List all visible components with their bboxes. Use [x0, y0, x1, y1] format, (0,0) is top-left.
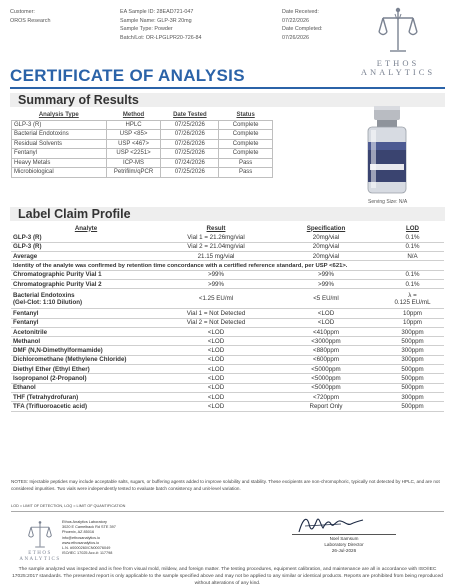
lod-cell: 0.1%	[381, 270, 444, 279]
summary-cell: 07/24/2026	[161, 158, 219, 168]
lod-cell: 500ppm	[381, 383, 444, 392]
customer-value: OROS Research	[10, 17, 51, 24]
result-cell: Vial 2 = 21.04mg/vial	[161, 242, 271, 251]
spec-cell: >99%	[271, 279, 381, 288]
customer-label: Customer:	[10, 9, 35, 15]
table-row	[12, 130, 273, 140]
analyte-cell: Fentanyl	[11, 318, 161, 327]
lod-cell: 10ppm	[381, 309, 444, 318]
summary-col-status: Status	[236, 112, 255, 119]
label-claim-heading: Label Claim Profile	[18, 207, 131, 221]
logo-text-analytics: ANALYTICS	[360, 67, 436, 77]
summary-col-method: Method	[122, 112, 145, 119]
result-cell: <LOD	[161, 337, 271, 346]
address-line: L.N. #0000260/CN00076049	[62, 546, 111, 551]
spec-cell: <600ppm	[271, 355, 381, 364]
result-cell: Vial 2 = Not Detected	[161, 318, 271, 327]
analyte-cell: Ethanol	[11, 383, 161, 392]
table-row	[11, 402, 444, 411]
ethos-logo	[352, 6, 444, 86]
table-row	[11, 365, 444, 374]
summary-cell: Pass	[219, 168, 273, 178]
endotoxin-lod-lambda: λ =	[408, 291, 417, 299]
table-row	[11, 242, 444, 251]
analyte-cell	[11, 289, 161, 309]
result-cell: >99%	[161, 279, 271, 288]
address-line: 3020 E Camelback Rd STE 397	[62, 525, 116, 530]
analyte-cell: Methanol	[11, 337, 161, 346]
lod-cell: N/A	[381, 252, 444, 261]
table-row	[11, 374, 444, 383]
summary-cell: USP <467>	[106, 139, 161, 149]
title-divider	[10, 87, 445, 89]
table-row	[11, 270, 444, 279]
result-cell: <LOD	[161, 374, 271, 383]
summary-cell: GLP-3 (R)	[12, 120, 107, 130]
lod-cell: 0.1%	[381, 242, 444, 251]
footer-divider	[11, 511, 444, 512]
summary-cell: 07/26/2026	[161, 130, 219, 140]
lod-cell: 300ppm	[381, 346, 444, 355]
table-row	[12, 139, 273, 149]
ea-sample-id: EA Sample ID: 28EAD721-047	[120, 9, 194, 15]
spec-cell: <LOD	[271, 309, 381, 318]
analyte-cell: GLP-3 (R)	[11, 242, 161, 251]
table-row	[12, 149, 273, 159]
sample-name: Sample Name: GLP-3R 20mg	[120, 17, 192, 24]
summary-heading: Summary of Results	[18, 93, 139, 107]
date-completed: 07/26/2026	[282, 34, 309, 41]
endotoxin-name: Bacterial Endotoxins	[13, 291, 75, 299]
table-row	[11, 337, 444, 346]
result-cell: >99%	[161, 270, 271, 279]
signer-name: Noel Samsum	[329, 536, 359, 541]
spec-cell: <5 EU/ml	[271, 289, 381, 309]
footer-logo-text-ethos: ETHOS	[28, 551, 52, 556]
summary-cell: 07/25/2026	[161, 149, 219, 159]
lod-cell: 10ppm	[381, 318, 444, 327]
date-completed-label: Date Completed:	[282, 26, 323, 33]
summary-cell: Complete	[219, 120, 273, 130]
identity-note: Identity of the analyte was confirmed by retention time concordance with a certified reference standard, per USP <621>.	[11, 261, 444, 270]
table-row	[11, 279, 444, 288]
summary-cell: Petrifilm/qPCR	[106, 168, 161, 178]
summary-cell: USP <2251>	[106, 149, 161, 159]
summary-cell: Complete	[219, 139, 273, 149]
summary-cell: Pass	[219, 158, 273, 168]
summary-cell: HPLC	[106, 120, 161, 130]
table-row	[12, 120, 273, 130]
spec-cell: <410ppm	[271, 327, 381, 336]
signer-title: Laboratory Director	[324, 542, 364, 547]
analyte-cell: Isopropanol (2-Propanol)	[11, 374, 161, 383]
product-vial-image	[360, 104, 414, 196]
summary-cell: Microbiological	[12, 168, 107, 178]
analyte-cell: DMF (N,N-Dimethylformamide)	[11, 346, 161, 355]
summary-cell: Fentanyl	[12, 149, 107, 159]
result-cell: <LOD	[161, 327, 271, 336]
lod-cell: 300ppm	[381, 327, 444, 336]
lod-cell	[381, 289, 444, 309]
address-line: ISO/IEC 17025 Acc.#: 117798	[62, 551, 113, 556]
sample-block	[120, 8, 202, 42]
label-claim-table	[11, 223, 444, 412]
lod-cell: 500ppm	[381, 374, 444, 383]
table-row	[11, 261, 444, 270]
table-row	[11, 289, 444, 309]
summary-table	[11, 111, 273, 178]
address-line: info@ethosanalytics.io	[62, 535, 101, 540]
lab-col-analyte: Analyte	[74, 224, 98, 232]
table-row	[11, 355, 444, 364]
spec-cell: <5000ppm	[271, 374, 381, 383]
summary-cell: 07/25/2026	[161, 120, 219, 130]
table-row	[11, 309, 444, 318]
result-cell: Vial 1 = 21.26mg/vial	[161, 233, 271, 242]
spec-cell: >99%	[271, 270, 381, 279]
lod-loq-legend: LOD = LIMIT OF DETECTION, LOQ = LIMIT OF QUANTIFICATION	[11, 504, 126, 508]
scales-of-justice-icon	[378, 6, 418, 56]
date-received: 07/22/2026	[282, 17, 309, 24]
table-row	[11, 318, 444, 327]
sample-type: Sample Type: Powder	[120, 26, 173, 33]
disclaimer-text: The sample analyzed was inspected and is free from visual mold, mildew, and foreign matter. The testing procedures, equipment calibration, and maintenance are all in accordance with ISO/IEC 17025:2017 standards. The presented report is only applicable to the sample specified above and may not be applied to any similar or identical products. Reports are prohibited from being reproduced without alterations of any kind.	[12, 567, 443, 586]
page-title: CERTIFICATE OF ANALYSIS	[10, 66, 245, 85]
endotoxin-method: (Gel-Clot: 1:10 Dilution)	[13, 298, 83, 306]
signer-date: 26-Jul-2026	[331, 548, 357, 553]
lod-cell: 500ppm	[381, 337, 444, 346]
table-row	[12, 168, 273, 178]
lod-cell: 500ppm	[381, 365, 444, 374]
table-row	[11, 383, 444, 392]
table-row	[12, 158, 273, 168]
batch-lot: Batch/Lot: OR-LPGLPR20-726-84	[120, 34, 202, 41]
lod-cell: 0.1%	[381, 279, 444, 288]
summary-cell: 07/26/2026	[161, 139, 219, 149]
result-cell: <LOD	[161, 392, 271, 401]
spec-cell: <880ppm	[271, 346, 381, 355]
dates-block	[282, 8, 322, 42]
summary-cell: ICP-MS	[106, 158, 161, 168]
analyte-cell: Acetonitrile	[11, 327, 161, 336]
summary-cell: Residual Solvents	[12, 139, 107, 149]
result-cell: <LOD	[161, 346, 271, 355]
notes-text: NOTES: Injectable peptides may include acceptable salts, sugars, or buffering agents added to improve solubility and stability. These excipients are non-chromophoric, typically not detected by HPLC, and are not considered impurities. Two vials were independently tested to evaluate batch consistency and unit-level variation.	[11, 479, 440, 491]
table-row	[11, 252, 444, 261]
address-line: Phoenix, AZ 85016	[62, 530, 95, 535]
spec-cell: <720ppm	[271, 392, 381, 401]
lod-cell: 300ppm	[381, 392, 444, 401]
summary-cell: Heavy Metals	[12, 158, 107, 168]
lod-cell: 500ppm	[381, 402, 444, 411]
analyte-cell: Diethyl Ether (Ethyl Ether)	[11, 365, 161, 374]
result-cell: <LOD	[161, 355, 271, 364]
analyte-cell: THF (Tetrahydrofuran)	[11, 392, 161, 401]
lod-cell: 300ppm	[381, 355, 444, 364]
analyte-cell: Dichloromethane (Methylene Chloride)	[11, 355, 161, 364]
summary-cell: 07/25/2026	[161, 168, 219, 178]
spec-cell: 20mg/vial	[271, 242, 381, 251]
spec-cell: <5000ppm	[271, 365, 381, 374]
spec-cell: Report Only	[271, 402, 381, 411]
spec-cell: <3000ppm	[271, 337, 381, 346]
footer-logo	[12, 520, 68, 560]
date-received-label: Date Received:	[282, 9, 319, 15]
endotoxin-lod-value: 0.125 EU/mL	[394, 298, 431, 306]
table-row	[11, 346, 444, 355]
spec-cell: <5000ppm	[271, 383, 381, 392]
customer-block	[10, 8, 50, 25]
analyte-cell: TFA (Trifluoroacetic acid)	[11, 402, 161, 411]
analyte-cell: Fentanyl	[11, 309, 161, 318]
result-cell: <LOD	[161, 365, 271, 374]
signer-block	[292, 536, 396, 554]
summary-cell: Complete	[219, 130, 273, 140]
summary-cell: USP <85>	[106, 130, 161, 140]
lod-cell: 0.1%	[381, 233, 444, 242]
result-cell: Vial 1 = Not Detected	[161, 309, 271, 318]
summary-cell: Complete	[219, 149, 273, 159]
summary-col-analysis-type: Analysis Type	[38, 112, 79, 119]
scales-of-justice-icon	[28, 520, 52, 550]
lab-col-result: Result	[206, 224, 226, 232]
table-row	[11, 327, 444, 336]
signature	[295, 512, 365, 536]
result-cell: 21.15 mg/vial	[161, 252, 271, 261]
analyte-cell: Average	[11, 252, 161, 261]
spec-cell: 20mg/vial	[271, 252, 381, 261]
analyte-cell: Chromatographic Purity Vial 1	[11, 270, 161, 279]
serving-size: Serving Size: N/A	[368, 199, 408, 205]
result-cell: <LOD	[161, 402, 271, 411]
signature-line	[292, 534, 396, 535]
lab-col-lod: LOD	[405, 224, 420, 232]
analyte-cell: GLP-3 (R)	[11, 233, 161, 242]
logo-text-ethos: ETHOS	[376, 58, 420, 68]
table-row	[11, 392, 444, 401]
address-line: www.ethosanalytics.io	[62, 540, 100, 545]
analyte-cell: Chromatographic Purity Vial 2	[11, 279, 161, 288]
vial-illustration	[360, 104, 414, 196]
lab-address	[62, 520, 116, 556]
lab-col-specification: Specification	[306, 224, 346, 232]
summary-col-date-tested: Date Tested	[173, 112, 207, 119]
result-cell: <LOD	[161, 383, 271, 392]
summary-cell: Bacterial Endotoxins	[12, 130, 107, 140]
spec-cell: <LOD	[271, 318, 381, 327]
handwritten-signature	[295, 512, 365, 536]
spec-cell: 20mg/vial	[271, 233, 381, 242]
table-row	[11, 233, 444, 242]
result-cell: <1.25 EU/ml	[161, 289, 271, 309]
footer-logo-text-analytics: ANALYTICS	[19, 557, 61, 562]
address-line: Ethos Analytics Laboratory	[62, 520, 107, 524]
